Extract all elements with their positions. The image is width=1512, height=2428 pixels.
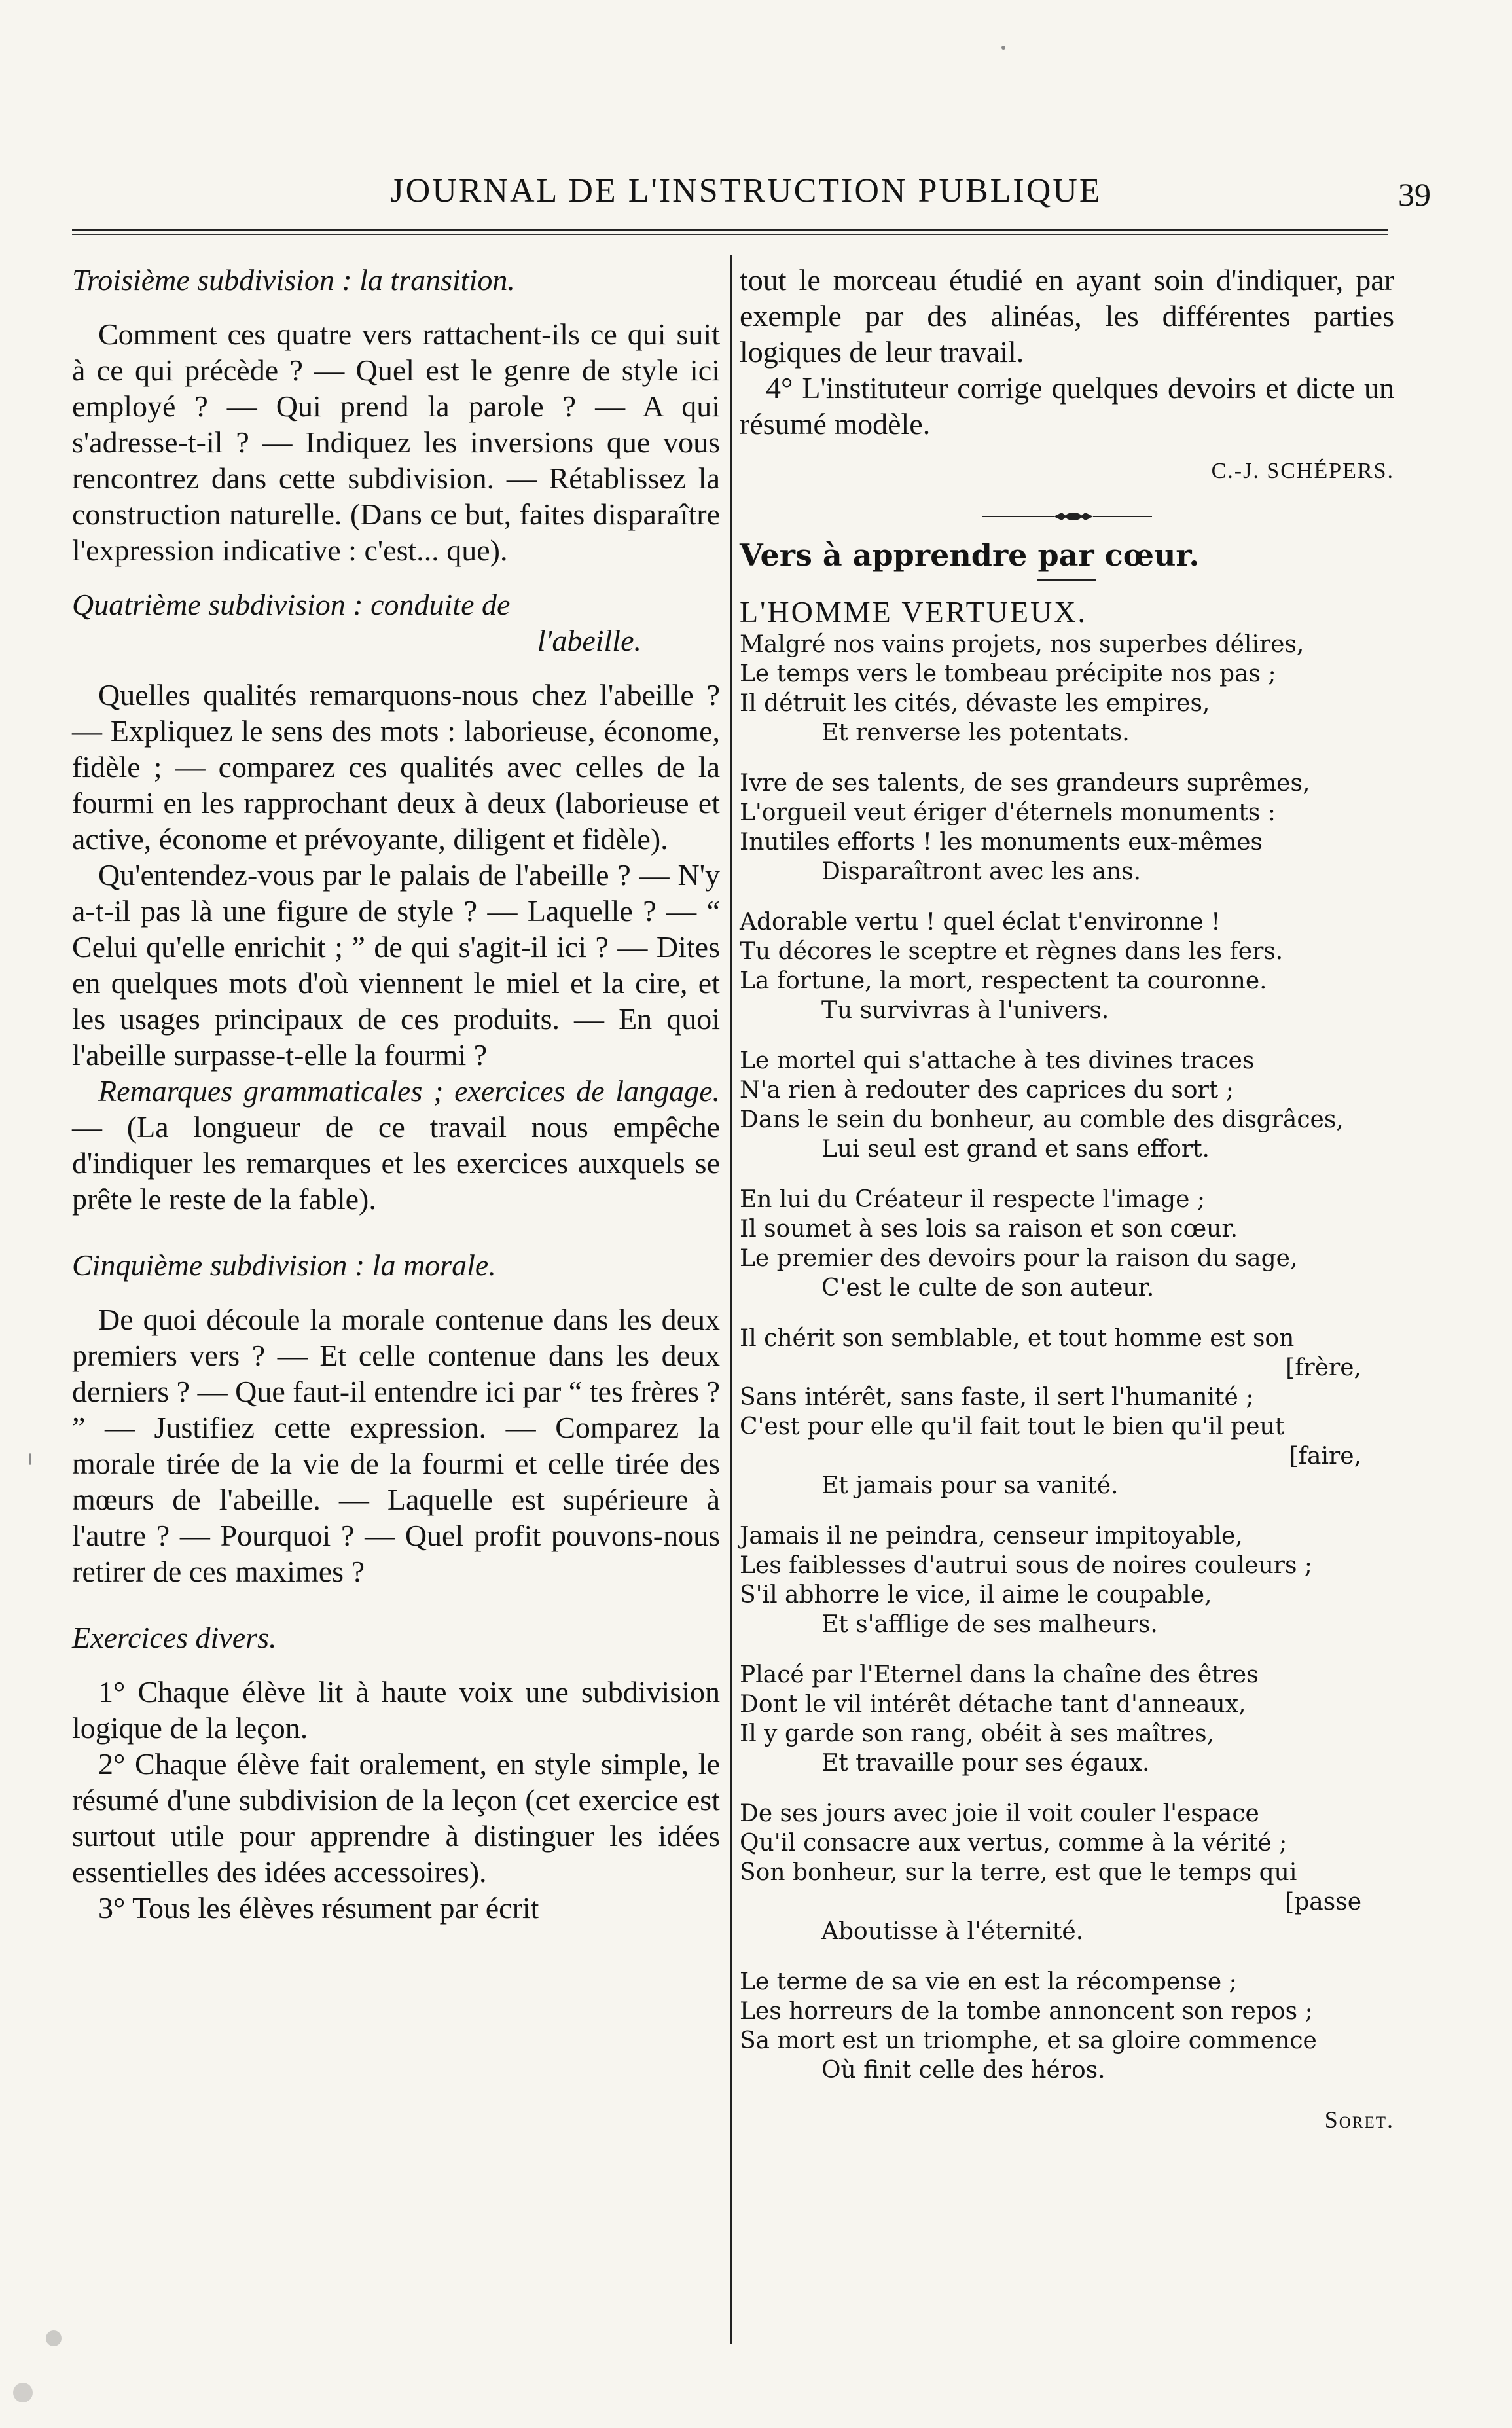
poem-stanza [740, 1046, 1394, 1164]
left-column [72, 262, 720, 1926]
poem-verse: [faire, [1289, 1443, 1361, 1470]
poem-verse: Et s'afflige de ses malheurs. [821, 1611, 1158, 1638]
poem-verse: [frère, [1286, 1354, 1361, 1381]
poem-verse: C'est le culte de son auteur. [821, 1275, 1155, 1301]
subdivision-3-heading: Troisième subdivision : la transition. [72, 263, 515, 297]
poem-verse: Dont le vil intérêt détache tant d'anneaux, [740, 1691, 1246, 1718]
poem-verse: Son bonheur, sur la terre, est que le temps qui [740, 1859, 1297, 1886]
poem-stanza [740, 1799, 1394, 1946]
poem-verse: Il chérit son semblable, et tout homme est son [740, 1325, 1295, 1352]
poem-verse: N'a rien à redouter des caprices du sort ; [740, 1077, 1234, 1104]
poem-verse: Jamais il ne peindra, censeur impitoyable, [740, 1523, 1243, 1549]
subdivision-4-text-1: Quelles qualités remarquons-nous chez l'abeille ? — Expliquez le sens des mots : laborieuse, économe, fidèle ; — comparez ces qualités avec celles de la fourmi en les rapprochant deux à deux (laborieuse et active, économe et prévoyante, diligent et fidèle). [72, 678, 720, 856]
poem-verse: Le premier des devoirs pour la raison du sage, [740, 1245, 1298, 1272]
poem-verse: Malgré nos vains projets, nos superbes délires, [740, 631, 1305, 658]
poem-stanza [740, 907, 1394, 1025]
subdivision-5-text: De quoi découle la morale contenue dans les deux premiers vers ? — Et celle contenue dans les deux derniers ? — Que faut-il entendre ici par “ tes frères ? ” — Justifiez cette expression. — Comparez la morale tirée de la vie de la fourmi et celle tirée des mœurs de l'abeille. — Laquelle est supérieure à l'autre ? — Pourquoi ? — Quel profit pouvons-nous retirer de ces maximes ? [72, 1303, 720, 1588]
poem [740, 630, 1394, 2085]
poem-verse: Il détruit les cités, dévaste les empires, [740, 690, 1210, 717]
poem-verse: La fortune, la mort, respectent ta couronne. [740, 968, 1267, 994]
poem-verse: Tu décores le sceptre et règnes dans les fers. [740, 938, 1284, 965]
poem-stanza [740, 630, 1394, 748]
poem-stanza [740, 769, 1394, 886]
grammar-remarks-label: Remarques grammaticales ; exercices de langage. [98, 1074, 720, 1108]
header-rule-thin [72, 234, 1388, 235]
exercise-3: 3° Tous les élèves résument par écrit [98, 1891, 539, 1925]
ornament-divider-icon [982, 510, 1152, 523]
grammar-remarks [72, 1073, 720, 1217]
poem-verse: Les faiblesses d'autrui sous de noires couleurs ; [740, 1552, 1313, 1579]
right-column [740, 262, 1394, 2133]
poem-verse: Aboutisse à l'éternité. [821, 1918, 1084, 1945]
poem-verse: Adorable vertu ! quel éclat t'environne ! [740, 909, 1221, 935]
poem-verse: Sa mort est un triomphe, et sa gloire commence [740, 2027, 1317, 2054]
poem-verse: Dans le sein du bonheur, au comble des disgrâces, [740, 1106, 1344, 1133]
scan-speck [29, 1453, 31, 1465]
poem-subtitle: L'HOMME VERTUEUX. [740, 595, 1087, 628]
poem-stanza [740, 1660, 1394, 1778]
poem-title-rule [1037, 579, 1096, 581]
subdivision-5-heading: Cinquième subdivision : la morale. [72, 1248, 496, 1282]
running-head: JOURNAL DE L'INSTRUCTION PUBLIQUE [390, 172, 1102, 209]
poem-stanza [740, 1521, 1394, 1639]
scan-speck [13, 2383, 33, 2402]
poem-stanza [740, 1324, 1394, 1500]
poem-verse: Et renverse les potentats. [821, 719, 1130, 746]
subdivision-3-text: Comment ces quatre vers rattachent-ils ce qui suit à ce qui précède ? — Quel est le genre de style ici employé ? — Qui prend la parole ? — A qui s'adresse-t-il ? — Indiquez les inversions que vous rencontrez dans cette subdivision. — Rétablissez la construction naturelle. (Dans ce but, faites disparaître l'expression indicative : c'est... que). [72, 317, 720, 567]
poem-title: Vers à apprendre par cœur. [740, 537, 1200, 573]
exercises-heading: Exercices divers. [72, 1621, 277, 1654]
poem-stanza [740, 1185, 1394, 1303]
subdivision-4-heading-line2: l'abeille. [537, 624, 641, 657]
poem-verse: Le mortel qui s'attache à tes divines traces [740, 1047, 1255, 1074]
poem-verse: Qu'il consacre aux vertus, comme à la vérité ; [740, 1830, 1287, 1857]
scan-speck [46, 2330, 62, 2346]
poem-verse: Lui seul est grand et sans effort. [821, 1136, 1210, 1163]
poem-verse: Tu survivras à l'univers. [821, 997, 1109, 1024]
poem-verse: C'est pour elle qu'il fait tout le bien qu'il peut [740, 1413, 1285, 1440]
poem-verse: S'il abhorre le vice, il aime le coupable, [740, 1582, 1212, 1608]
poem-verse: Placé par l'Eternel dans la chaîne des êtres [740, 1661, 1259, 1688]
poem-verse: Il soumet à ses lois sa raison et son cœur. [740, 1216, 1238, 1242]
exercise-4: 4° L'instituteur corrige quelques devoirs et dicte un résumé modèle. [740, 371, 1394, 441]
poem-verse: Le temps vers le tombeau précipite nos pas ; [740, 661, 1276, 687]
page-number: 39 [1398, 176, 1431, 213]
exercise-3-continued: tout le morceau étudié en ayant soin d'indiquer, par exemple par des alinéas, les différentes parties logiques de leur travail. [740, 263, 1394, 369]
subdivision-4-heading-line1: Quatrième subdivision : conduite de [72, 588, 511, 621]
poem-verse: Et jamais pour sa vanité. [821, 1472, 1119, 1499]
header-rule [72, 229, 1388, 231]
exercise-1: 1° Chaque élève lit à haute voix une subdivision logique de la leçon. [72, 1675, 720, 1745]
poem-verse: [passe [1285, 1889, 1361, 1915]
poem-verse: Sans intérêt, sans faste, il sert l'humanité ; [740, 1384, 1254, 1411]
poem-verse: Le terme de sa vie en est la récompense ; [740, 1968, 1237, 1995]
poem-verse: Les horreurs de la tombe annoncent son repos ; [740, 1998, 1313, 2025]
poem-verse: En lui du Créateur il respecte l'image ; [740, 1186, 1205, 1213]
poem-verse: Ivre de ses talents, de ses grandeurs suprêmes, [740, 770, 1310, 797]
poem-verse: Où finit celle des héros. [821, 2057, 1106, 2084]
poem-verse: De ses jours avec joie il voit couler l'espace [740, 1800, 1259, 1827]
column-divider [730, 255, 732, 2344]
poem-author: Soret. [1324, 2107, 1394, 2133]
poem-stanza [740, 1967, 1394, 2085]
signature: C.-J. SCHÉPERS. [1211, 459, 1394, 483]
poem-verse: Disparaîtront avec les ans. [821, 858, 1142, 885]
exercise-2: 2° Chaque élève fait oralement, en style simple, le résumé d'une subdivision de la leçon (cet exercice est surtout utile pour apprendre à distinguer les idées essentielles des idées accessoires). [72, 1747, 720, 1889]
poem-verse: Il y garde son rang, obéit à ses maîtres, [740, 1720, 1215, 1747]
poem-verse: Inutiles efforts ! les monuments eux-mêmes [740, 829, 1263, 856]
subdivision-4-text-2: Qu'entendez-vous par le palais de l'abeille ? — N'y a-t-il pas là une figure de style ? — Laquelle ? — “ Celui qu'elle enrichit ; ” de qui s'agit-il ici ? — Dites en quelques mots d'où viennent le miel et la cire, et les usages principaux de ces produits. — En quoi l'abeille surpasse-t-elle la fourmi ? [72, 858, 720, 1072]
poem-verse: L'orgueil veut ériger d'éternels monuments : [740, 799, 1276, 826]
scan-speck [1001, 46, 1005, 50]
grammar-remarks-text: — (La longueur de ce travail nous empêche d'indiquer les remarques et les exercices auxquels se prête le reste de la fable). [72, 1110, 720, 1216]
poem-verse: Et travaille pour ses égaux. [821, 1750, 1150, 1777]
